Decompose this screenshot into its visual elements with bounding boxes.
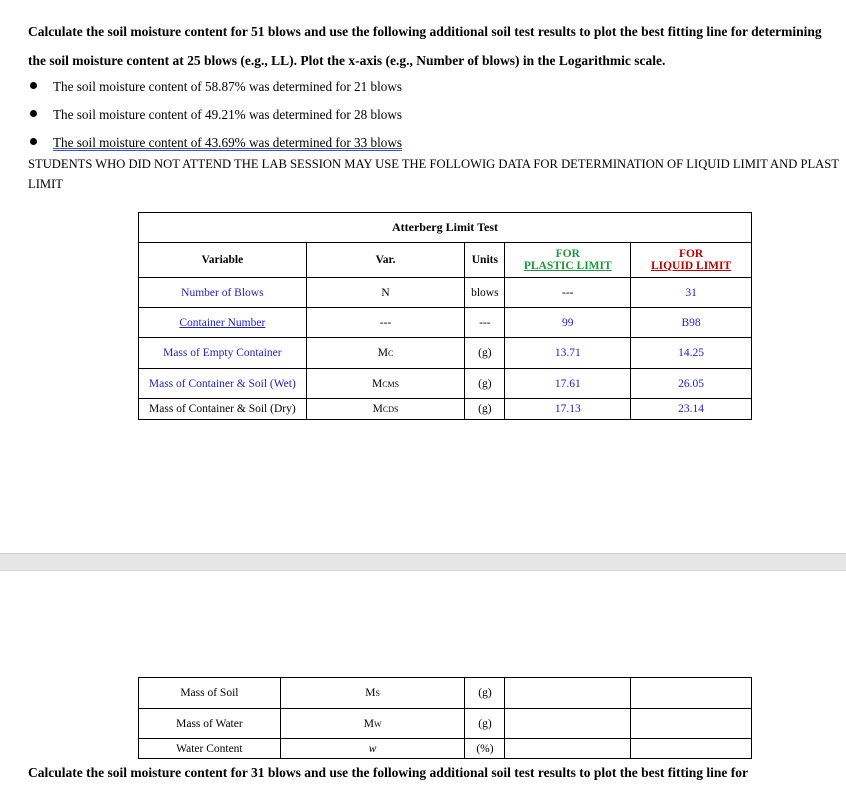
students-note: STUDENTS WHO DID NOT ATTEND THE LAB SESSION MAY USE THE FOLLOWIG DATA FOR DETERMINATION OF LIQUID LIMIT AND PLAST bbox=[28, 157, 839, 171]
var-cell: MW bbox=[280, 709, 465, 739]
header-units: Units bbox=[465, 243, 505, 278]
liquid-cell bbox=[631, 678, 752, 709]
units-cell: (g) bbox=[465, 369, 505, 399]
header-var: Var. bbox=[306, 243, 465, 278]
plastic-cell bbox=[505, 709, 631, 739]
table-row bbox=[139, 678, 752, 709]
units-cell: (g) bbox=[465, 678, 505, 709]
var-cell: w bbox=[280, 739, 465, 759]
bullet-text: The soil moisture content of 49.21% was determined for 28 blows bbox=[53, 107, 403, 122]
variable-cell: Number of Blows bbox=[139, 278, 307, 308]
variable-cell: Mass of Soil bbox=[139, 678, 281, 709]
header-liquid-limit bbox=[631, 243, 752, 278]
var-cell: MC bbox=[306, 338, 465, 369]
var-cell: MCDS bbox=[306, 399, 465, 420]
liquid-cell bbox=[631, 709, 752, 739]
atterberg-table bbox=[138, 212, 752, 420]
units-cell: --- bbox=[465, 308, 505, 338]
var-cell: MS bbox=[280, 678, 465, 709]
table-row bbox=[139, 399, 752, 420]
page-break bbox=[0, 553, 846, 571]
problem-heading: Calculate the soil moisture content for 51 blows and use the following additional soil test results to plot the best fitting line for determining the soil moisture content at 25 blows (e.g., LL). Plot the x-axis (e.g., Number of blows) in the Logarithmic scale. bbox=[28, 24, 822, 68]
bullet-icon bbox=[30, 138, 37, 145]
variable-cell: Mass of Container & Soil (Dry) bbox=[139, 399, 307, 420]
bullet-icon bbox=[30, 110, 37, 117]
liquid-cell bbox=[631, 739, 752, 759]
var-cell: --- bbox=[306, 308, 465, 338]
students-note-continued: LIMIT bbox=[28, 177, 63, 191]
table-row bbox=[139, 709, 752, 739]
liquid-cell: 14.25 bbox=[631, 338, 752, 369]
units-cell: blows bbox=[465, 278, 505, 308]
plastic-cell bbox=[505, 739, 631, 759]
bullet-item bbox=[30, 135, 402, 151]
plastic-cell: 99 bbox=[505, 308, 631, 338]
liquid-cell: 26.05 bbox=[631, 369, 752, 399]
table-row bbox=[139, 739, 752, 759]
table-row bbox=[139, 278, 752, 308]
bullet-text: The soil moisture content of 43.69% was determined for 33 blows bbox=[53, 135, 403, 150]
liquid-for-label: FOR bbox=[678, 248, 704, 260]
plastic-cell: 13.71 bbox=[505, 338, 631, 369]
liquid-cell: B98 bbox=[631, 308, 752, 338]
units-cell: (g) bbox=[465, 709, 505, 739]
liquid-cell: 23.14 bbox=[631, 399, 752, 420]
table-row bbox=[139, 338, 752, 369]
plastic-cell: 17.13 bbox=[505, 399, 631, 420]
table-row bbox=[139, 308, 752, 338]
next-problem-heading: Calculate the soil moisture content for 31 blows and use the following additional soil test results to plot the best fitting line for bbox=[28, 765, 748, 780]
plastic-cell: --- bbox=[505, 278, 631, 308]
header-plastic-limit bbox=[505, 243, 631, 278]
calculation-table bbox=[138, 677, 752, 759]
units-cell: (%) bbox=[465, 739, 505, 759]
variable-cell: Water Content bbox=[139, 739, 281, 759]
bullet-text: The soil moisture content of 58.87% was determined for 21 blows bbox=[53, 79, 403, 94]
variable-cell: Container Number bbox=[139, 308, 307, 338]
table-row bbox=[139, 369, 752, 399]
liquid-cell: 31 bbox=[631, 278, 752, 308]
variable-cell: Mass of Empty Container bbox=[139, 338, 307, 369]
header-variable: Variable bbox=[139, 243, 307, 278]
table-title: Atterberg Limit Test bbox=[139, 213, 752, 243]
var-cell: N bbox=[306, 278, 465, 308]
bullet-item bbox=[30, 107, 402, 123]
units-cell: (g) bbox=[465, 399, 505, 420]
variable-cell: Mass of Container & Soil (Wet) bbox=[139, 369, 307, 399]
plastic-cell: 17.61 bbox=[505, 369, 631, 399]
variable-cell: Mass of Water bbox=[139, 709, 281, 739]
plastic-limit-label: PLASTIC LIMIT bbox=[523, 260, 612, 272]
liquid-limit-label: LIQUID LIMIT bbox=[650, 260, 732, 272]
bullet-icon bbox=[30, 82, 37, 89]
var-cell: MCMS bbox=[306, 369, 465, 399]
plastic-cell bbox=[505, 678, 631, 709]
plastic-for-label: FOR bbox=[555, 248, 580, 260]
bullet-item bbox=[30, 79, 402, 95]
units-cell: (g) bbox=[465, 338, 505, 369]
